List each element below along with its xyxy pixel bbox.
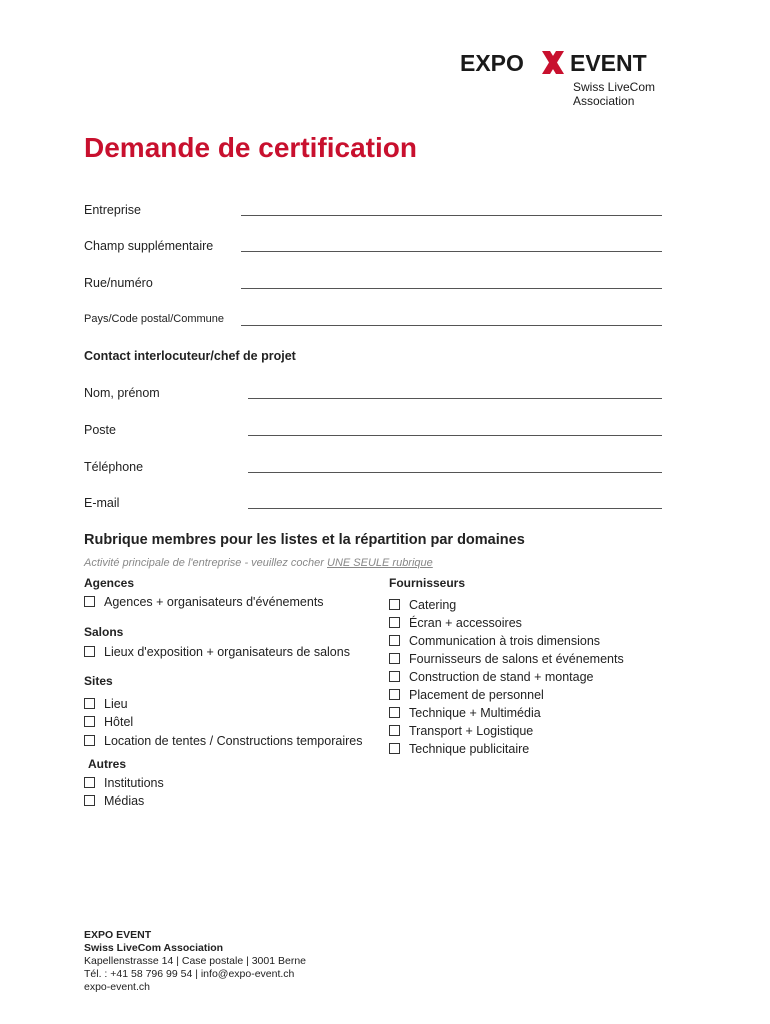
category-autres: Autres [88, 757, 127, 771]
checkbox-medias[interactable] [84, 794, 144, 810]
name-field[interactable] [84, 386, 662, 404]
checkbox-salons[interactable] [84, 645, 350, 661]
checkbox-label: Communication à trois dimensions [409, 634, 601, 648]
field-label: Téléphone [84, 460, 144, 474]
field-label: E-mail [84, 496, 120, 510]
checkbox-catering[interactable] [389, 598, 456, 614]
checkbox-icon[interactable] [389, 653, 400, 664]
category-sites: Sites [84, 674, 113, 688]
checkbox-lieu[interactable] [84, 697, 128, 713]
checkbox-label: Technique + Multimédia [409, 706, 541, 720]
checkbox-tents[interactable] [84, 734, 362, 750]
field-line[interactable] [248, 435, 662, 436]
checkbox-label: Location de tentes / Constructions temporaires [104, 734, 363, 748]
checkbox-label: Placement de personnel [409, 688, 544, 702]
checkbox-label: Médias [104, 794, 145, 808]
field-line[interactable] [248, 398, 662, 399]
email-field[interactable] [84, 496, 662, 514]
page-title: Demande de certification [84, 132, 417, 163]
checkbox-label: Technique publicitaire [409, 742, 530, 756]
field-line[interactable] [248, 508, 662, 509]
footer-address: Kapellenstrasse 14 | Case postale | 3001 Berne [84, 955, 307, 967]
field-label: Nom, prénom [84, 386, 160, 400]
checkbox-icon[interactable] [84, 795, 95, 806]
checkbox-label: Fournisseurs de salons et événements [409, 652, 624, 666]
footer [84, 929, 306, 994]
rubrique-heading: Rubrique membres pour les listes et la répartition par domaines [84, 532, 525, 548]
footer-org-name: EXPO EVENT [84, 929, 152, 941]
checkbox-construction-stand[interactable] [389, 670, 594, 686]
field-label: Pays/Code postal/Commune [84, 313, 225, 325]
field-label: Champ supplémentaire [84, 239, 214, 253]
footer-website: expo-event.ch [84, 981, 150, 993]
country-zip-city-field[interactable] [84, 313, 662, 331]
checkbox-icon[interactable] [84, 698, 95, 709]
category-salons: Salons [84, 625, 124, 639]
checkbox-label: Lieux d'exposition + organisateurs de salons [104, 645, 350, 659]
checkbox-ecran[interactable] [389, 616, 522, 632]
field-line[interactable] [241, 325, 662, 326]
checkbox-icon[interactable] [84, 716, 95, 727]
logo-word-event: EVENT [570, 50, 647, 76]
category-fournisseurs: Fournisseurs [389, 576, 466, 590]
logo-x-mark [542, 51, 564, 74]
logo-line-1: Swiss LiveCom [573, 80, 656, 94]
additional-field[interactable] [84, 239, 662, 257]
checkbox-communication-3d[interactable] [389, 634, 600, 650]
field-label: Poste [84, 423, 116, 437]
checkbox-icon[interactable] [84, 735, 95, 746]
checkbox-icon[interactable] [389, 671, 400, 682]
checkbox-institutions[interactable] [84, 776, 164, 792]
checkbox-label: Agences + organisateurs d'événements [104, 595, 324, 609]
field-line[interactable] [248, 472, 662, 473]
checkbox-icon[interactable] [389, 599, 400, 610]
checkbox-technique-publicitaire[interactable] [389, 742, 529, 758]
checkbox-icon[interactable] [389, 725, 400, 736]
checkbox-icon[interactable] [389, 743, 400, 754]
contact-heading: Contact interlocuteur/chef de projet [84, 349, 296, 363]
checkbox-label: Écran + accessoires [409, 616, 522, 630]
checkbox-label: Lieu [104, 697, 128, 711]
position-field[interactable] [84, 423, 662, 441]
checkbox-icon[interactable] [389, 635, 400, 646]
logo-word-expo: EXPO [460, 50, 524, 76]
checkbox-icon[interactable] [389, 707, 400, 718]
note-emphasis: UNE SEULE rubrique [327, 557, 433, 569]
company-field[interactable] [84, 203, 662, 221]
checkbox-agences[interactable] [84, 595, 324, 611]
field-line[interactable] [241, 215, 662, 216]
phone-field[interactable] [84, 460, 662, 478]
checkbox-fournisseurs-salons[interactable] [389, 652, 624, 668]
logo-line-2: Association [573, 94, 635, 108]
footer-contact: Tél. : +41 58 796 99 54 | info@expo-event.ch [84, 968, 295, 980]
expo-event-logo [460, 48, 670, 112]
field-line[interactable] [241, 251, 662, 252]
checkbox-icon[interactable] [389, 617, 400, 628]
street-field[interactable] [84, 276, 662, 294]
checkbox-placement-personnel[interactable] [389, 688, 544, 704]
rubrique-note [84, 557, 433, 569]
checkbox-technique-multimedia[interactable] [389, 706, 541, 722]
checkbox-label: Construction de stand + montage [409, 670, 594, 684]
checkbox-label: Catering [409, 598, 457, 612]
checkbox-hotel[interactable] [84, 715, 133, 731]
checkbox-label: Hôtel [104, 715, 134, 729]
field-label: Entreprise [84, 203, 141, 217]
checkbox-label: Transport + Logistique [409, 724, 534, 738]
checkbox-icon[interactable] [84, 777, 95, 788]
note-text: Activité principale de l'entreprise - veuillez cocher [84, 557, 327, 569]
field-line[interactable] [241, 288, 662, 289]
checkbox-label: Institutions [104, 776, 164, 790]
checkbox-icon[interactable] [389, 689, 400, 700]
checkbox-icon[interactable] [84, 596, 95, 607]
field-label: Rue/numéro [84, 276, 153, 290]
footer-org-subtitle: Swiss LiveCom Association [84, 942, 224, 954]
checkbox-icon[interactable] [84, 646, 95, 657]
checkbox-transport-logistique[interactable] [389, 724, 533, 740]
category-agences: Agences [84, 576, 135, 590]
